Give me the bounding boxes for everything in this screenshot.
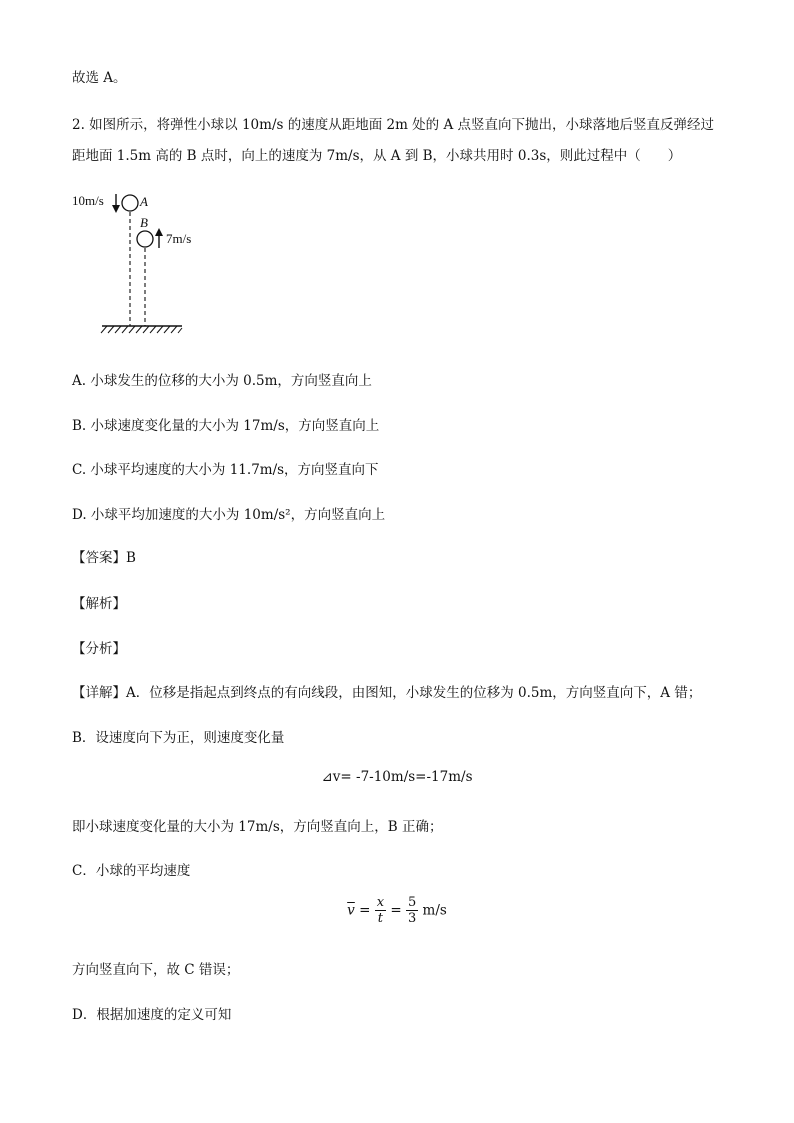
- fraction-x-over-t: [375, 895, 386, 926]
- down-arrow-head-icon: [112, 205, 120, 213]
- fraction-5-over-3: [406, 895, 418, 926]
- up-arrow-head-icon: [155, 228, 163, 236]
- point-B-label: B: [140, 215, 148, 230]
- speed-down-label: 10m/s: [72, 193, 104, 208]
- option-b: B. 小球速度变化量的大小为 17m/s，方向竖直向上: [72, 418, 380, 434]
- ball-B: [137, 231, 153, 247]
- speed-up-label: 7m/s: [166, 231, 192, 246]
- fenxi-heading: 【分析】: [72, 641, 126, 657]
- formula-equals-1: =: [359, 902, 371, 919]
- ball-A: [122, 195, 138, 211]
- velocity-change-formula: ⊿v= -7-10m/s=-17m/s: [321, 769, 473, 785]
- option-c: C. 小球平均速度的大小为 11.7m/s，方向竖直向下: [72, 462, 379, 478]
- ground-hatching: [101, 326, 182, 333]
- detail-b-conclusion: 即小球速度变化量的大小为 17m/s，方向竖直向上，B 正确；: [72, 819, 443, 835]
- formula-unit: m/s: [422, 902, 447, 919]
- fraction-denominator-t: t: [377, 911, 383, 926]
- detail-d-intro: D．根据加速度的定义可知: [72, 1007, 232, 1023]
- question-line-1: 2. 如图所示，将弹性小球以 10m/s 的速度从距地面 2m 处的 A 点竖直向下抛出，小球落地后竖直反弹经过: [72, 117, 715, 133]
- fraction-numerator-5: 5: [407, 895, 417, 910]
- average-velocity-formula: [0, 895, 794, 926]
- ball-bounce-figure: [60, 186, 220, 341]
- formula-equals-2: =: [390, 902, 402, 919]
- option-d: D. 小球平均加速度的大小为 10m/s²，方向竖直向上: [72, 507, 386, 523]
- question-line-2: 距地面 1.5m 高的 B 点时，向上的速度为 7m/s，从 A 到 B，小球共用时 0.3s，则此过程中（ ）: [72, 148, 682, 164]
- analysis-heading: 【解析】: [72, 596, 126, 612]
- option-a: A. 小球发生的位移的大小为 0.5m，方向竖直向上: [72, 373, 372, 389]
- point-A-label: A: [140, 194, 148, 209]
- fraction-numerator-x: x: [376, 895, 385, 910]
- formula-lhs: $\overline{v}$: [347, 902, 355, 919]
- previous-answer-line: 故选 A。: [72, 70, 127, 86]
- detail-c-conclusion: 方向竖直向下，故 C 错误；: [72, 962, 240, 978]
- fraction-denominator-3: 3: [407, 911, 417, 926]
- detail-b-intro: B．设速度向下为正，则速度变化量: [72, 730, 285, 746]
- detail-c-intro: C．小球的平均速度: [72, 863, 191, 879]
- answer-line: 【答案】B: [72, 550, 136, 566]
- detail-a: 【详解】A．位移是指起点到终点的有向线段，由图知，小球发生的位移为 0.5m，方向竖直向下，A 错；: [72, 685, 702, 701]
